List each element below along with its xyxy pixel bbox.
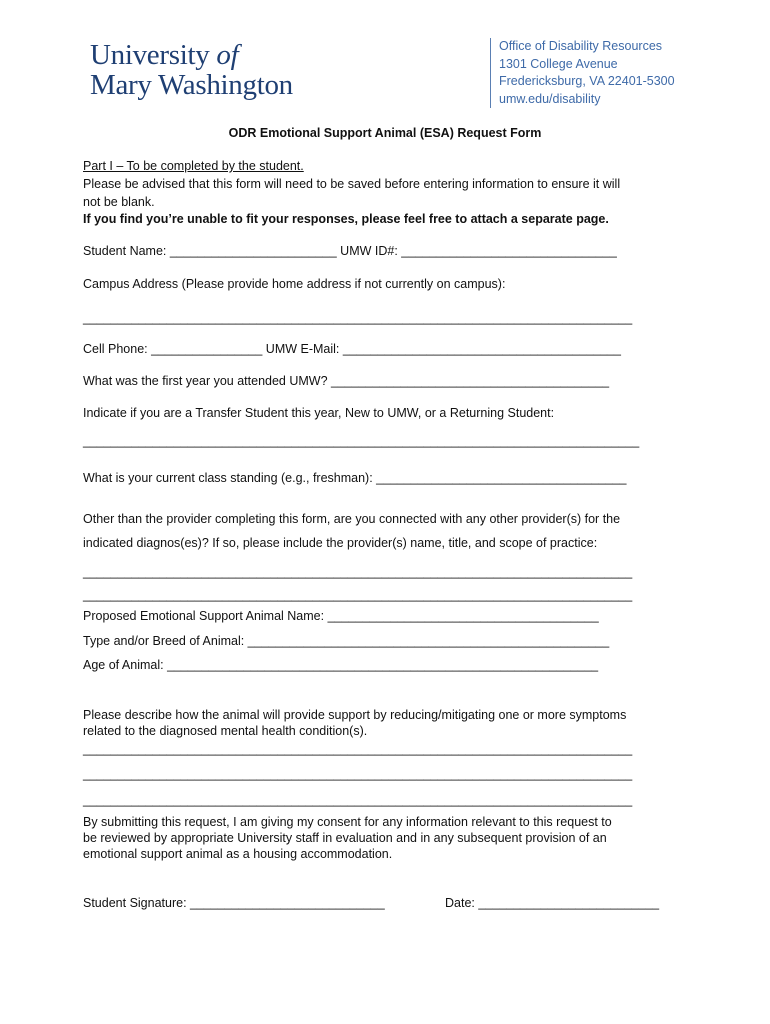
address-line-street: 1301 College Avenue (499, 56, 618, 71)
describe-line1: Please describe how the animal will provide support by reducing/mitigating one or more symptoms (83, 708, 627, 722)
logo-line2: Mary Washington (90, 69, 293, 101)
describe-answer-1[interactable]: _______________________________________________________________________________ (83, 742, 633, 756)
transfer-label: Indicate if you are a Transfer Student this year, New to UMW, or a Returning Student: (83, 406, 555, 420)
part1-heading: Part I – To be completed by the student. (83, 159, 304, 173)
attach-note: If you find you’re unable to fit your responses, please feel free to attach a separate page. (83, 212, 609, 226)
form-title: ODR Emotional Support Animal (ESA) Request Form (228, 126, 542, 140)
animal-age-field[interactable]: Age of Animal: ______________________________________________________________ (83, 658, 599, 672)
address-line-web: umw.edu/disability (499, 91, 601, 106)
provider-line-2[interactable]: _______________________________________________________________________________ (83, 588, 633, 602)
consent-line3: emotional support animal as a housing accommodation. (83, 847, 393, 861)
office-address (490, 38, 675, 108)
logo-line1: University (90, 39, 210, 71)
class-standing-field[interactable]: What is your current class standing (e.g., freshman): ____________________________________ (83, 471, 627, 485)
consent-line2: be reviewed by appropriate University staff in evaluation and in any subsequent provision of an (83, 831, 607, 845)
consent-line1: By submitting this request, I am giving my consent for any information relevant to this request to (83, 815, 612, 829)
address-line-city: Fredericksburg, VA 22401-5300 (499, 74, 675, 88)
student-signature-field[interactable]: Student Signature: ____________________________ (83, 896, 385, 910)
advise-line1: Please be advised that this form will need to be saved before entering information to ensure it will (83, 177, 621, 191)
university-logo (90, 40, 293, 100)
other-provider-line1: Other than the provider completing this form, are you connected with any other provider(s) for the (83, 512, 621, 526)
describe-line2: related to the diagnosed mental health condition(s). (83, 724, 368, 738)
cell-phone-field[interactable]: Cell Phone: ________________ UMW E-Mail: ________________________________________ (83, 342, 621, 356)
transfer-line[interactable]: ________________________________________________________________________________ (83, 434, 640, 448)
describe-answer-3[interactable]: _______________________________________________________________________________ (83, 793, 633, 807)
other-provider-line2: indicated diagnos(es)? If so, please include the provider(s) name, title, and scope of practice: (83, 536, 598, 550)
campus-address-label: Campus Address (Please provide home address if not currently on campus): (83, 277, 506, 291)
describe-answer-2[interactable]: _______________________________________________________________________________ (83, 767, 633, 781)
date-field[interactable]: Date: __________________________ (445, 896, 660, 910)
animal-breed-field[interactable]: Type and/or Breed of Animal: ____________________________________________________ (83, 634, 610, 648)
advise-line2: not be blank. (83, 195, 155, 209)
animal-name-field[interactable]: Proposed Emotional Support Animal Name: _______________________________________ (83, 609, 599, 623)
logo-line1-italic: of (216, 39, 239, 71)
first-year-field[interactable]: What was the first year you attended UMW? ________________________________________ (83, 374, 610, 388)
campus-address-line[interactable]: _______________________________________________________________________________ (83, 311, 633, 325)
address-line-office: Office of Disability Resources (499, 39, 663, 53)
provider-line-1[interactable]: _______________________________________________________________________________ (83, 565, 633, 579)
student-name-field[interactable]: Student Name: ________________________ UMW ID#: _______________________________ (83, 244, 617, 258)
